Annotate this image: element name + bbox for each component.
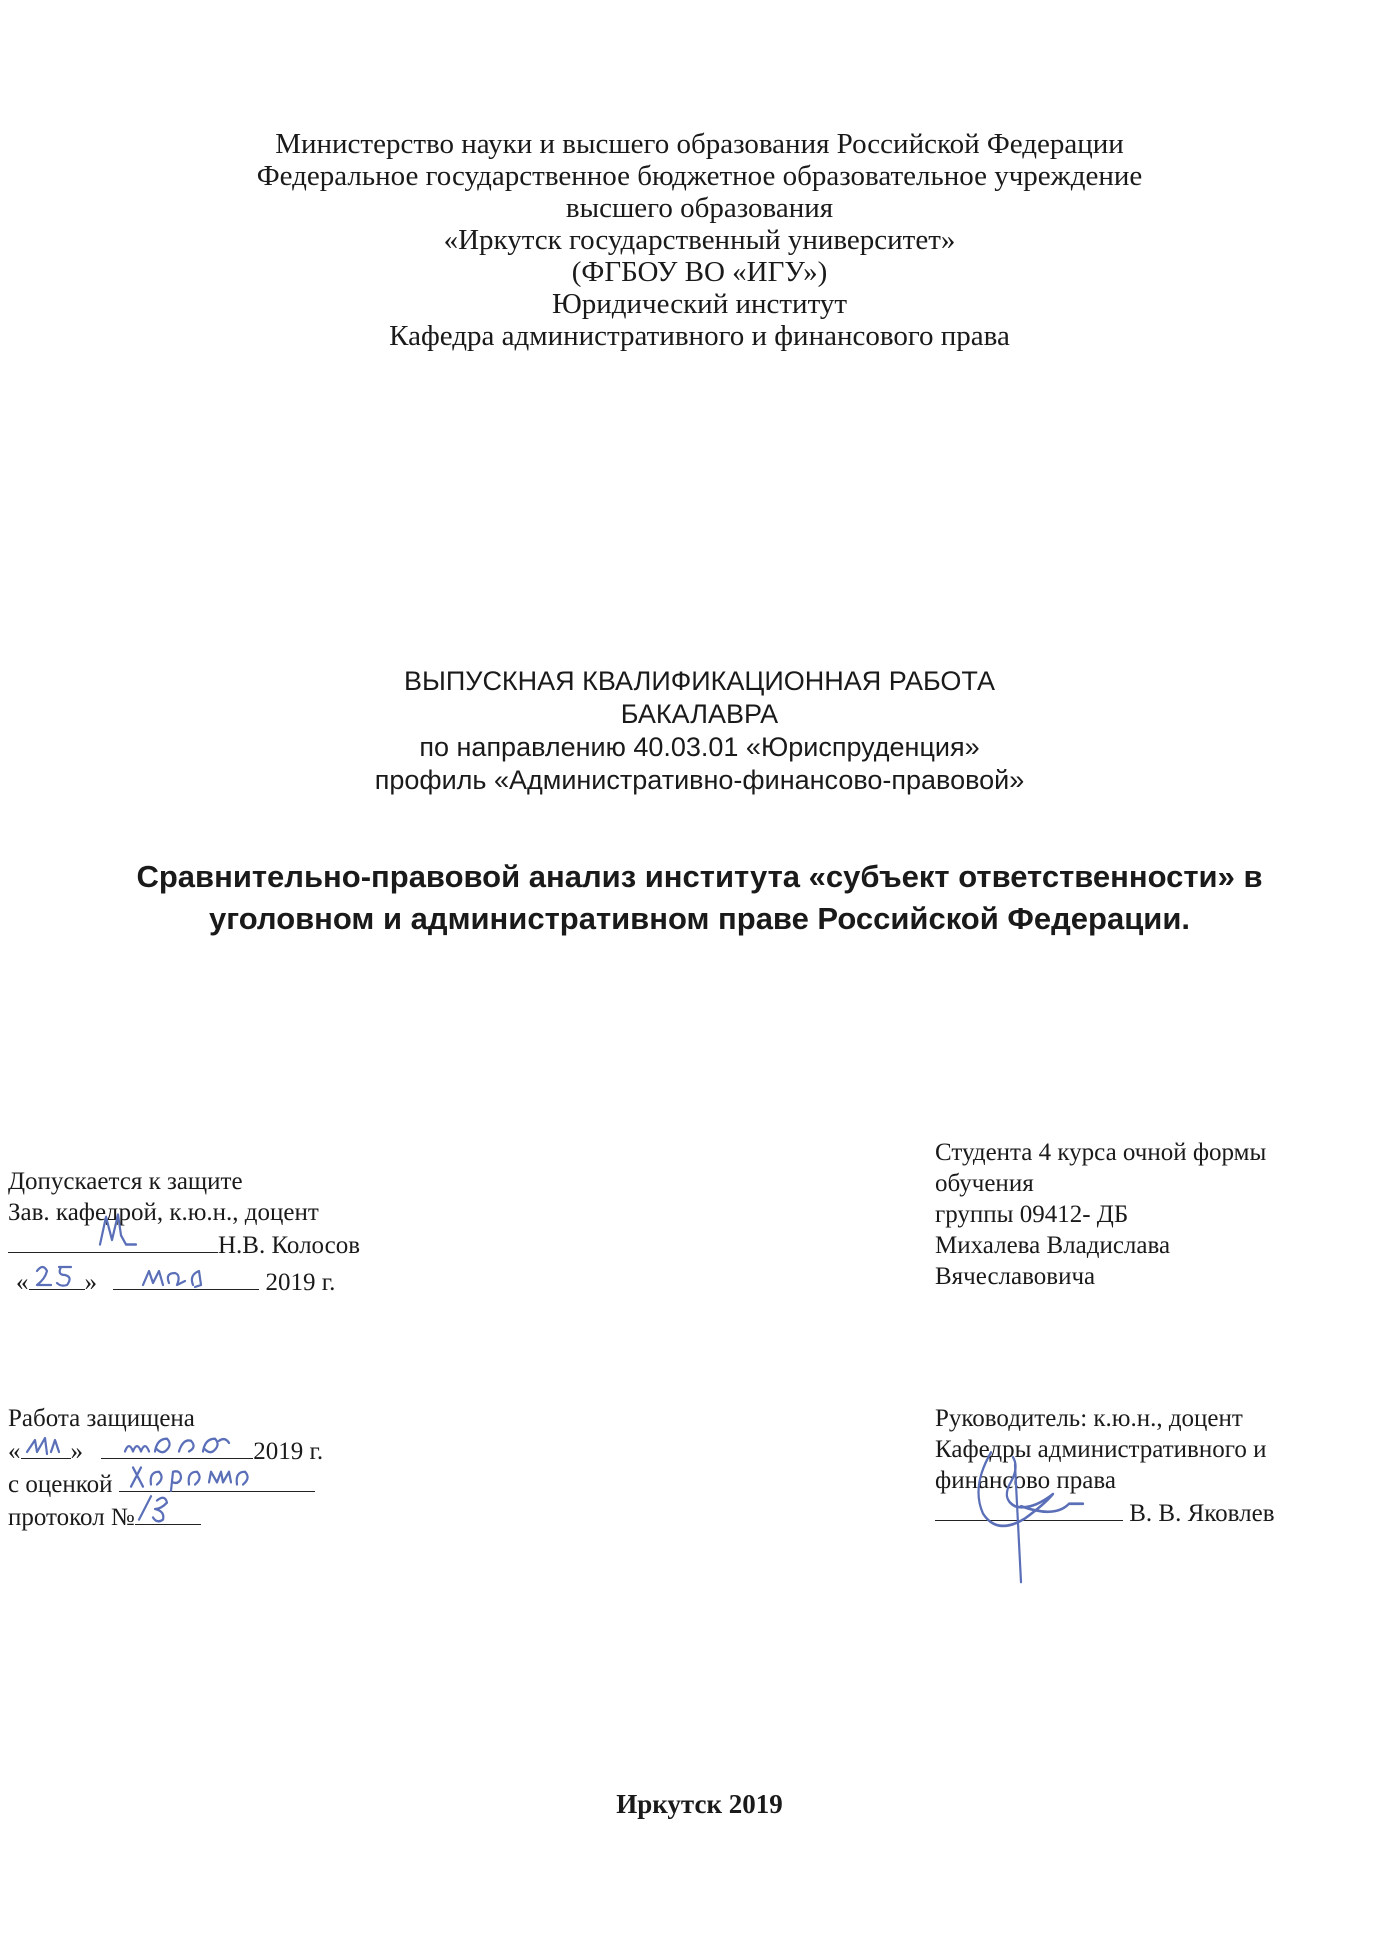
head-name: Н.В. Колосов: [218, 1232, 361, 1259]
supervisor-signature-row: [935, 1496, 1275, 1529]
admission-year: 2019 г.: [265, 1269, 336, 1296]
thesis-title: [0, 856, 1399, 940]
university-abbr-line: (ФГБОУ ВО «ИГУ»): [571, 256, 828, 288]
defense-protocol-field: [135, 1500, 201, 1525]
admission-block: [8, 1166, 360, 1298]
admission-month-handwriting: [113, 1261, 259, 1291]
head-position: Зав. кафедрой, к.ю.н., доцент: [8, 1199, 319, 1226]
direction-line: по направлению 40.03.01 «Юриспруденция»: [419, 732, 980, 762]
title-line-1: Сравнительно-правовой анализ института «субъект ответственности» в: [136, 859, 1263, 894]
defense-protocol-row: [8, 1500, 323, 1533]
university-name-line: «Иркутск государственный университет»: [443, 224, 956, 256]
admission-quote-close: »: [84, 1269, 97, 1296]
defense-protocol-label: протокол №: [8, 1504, 135, 1531]
defense-grade-field: [119, 1467, 315, 1492]
admission-day-handwriting: [29, 1261, 85, 1291]
supervisor-signature-mark: [935, 1450, 1123, 1560]
defense-day-field: [21, 1434, 71, 1459]
admission-date-row: [8, 1265, 360, 1298]
head-signature-row: [8, 1228, 360, 1261]
degree-line: БАКАЛАВРА: [620, 699, 779, 729]
defense-block: [8, 1403, 323, 1533]
admission-day-field: [29, 1265, 85, 1290]
student-course-line: Студента 4 курса очной формы: [935, 1139, 1267, 1166]
work-type-line: ВЫПУСКНАЯ КВАЛИФИКАЦИОННАЯ РАБОТА: [403, 666, 996, 696]
defense-quote-close: »: [70, 1438, 83, 1465]
education-level-line: высшего образования: [565, 192, 834, 224]
institute-line: Юридический институт: [551, 288, 848, 320]
admission-month-field: [113, 1265, 259, 1290]
supervisor-department-line: Кафедры административного и: [935, 1436, 1267, 1463]
defense-year: 2019 г.: [253, 1438, 324, 1465]
student-group-line: группы 09412- ДБ: [935, 1201, 1129, 1228]
head-signature-line: [8, 1228, 218, 1253]
defense-label: Работа защищена: [8, 1405, 195, 1432]
work-type-block: [0, 665, 1399, 797]
title-line-2: уголовном и административном праве Российской Федерации.: [209, 901, 1190, 936]
student-block: [935, 1137, 1266, 1292]
defense-month-field: [101, 1434, 253, 1459]
institution-type-line: Федеральное государственное бюджетное образовательное учреждение: [256, 160, 1143, 192]
defense-day-handwriting: [21, 1430, 71, 1460]
admission-quote-open: «: [16, 1269, 29, 1296]
defense-quote-open: «: [8, 1438, 21, 1465]
student-patronymic-line: Вячеславовича: [935, 1263, 1096, 1290]
head-signature-mark: [8, 1210, 218, 1256]
footer-block: [0, 1788, 1399, 1820]
student-surname-line: Михалева Владислава: [935, 1232, 1171, 1259]
defense-protocol-handwriting: [135, 1492, 201, 1526]
city-year: Иркутск 2019: [616, 1789, 783, 1819]
admission-label: Допускается к защите: [8, 1168, 243, 1195]
supervisor-block: [935, 1403, 1275, 1529]
supervisor-signature-line: [935, 1496, 1123, 1521]
student-form-line: обучения: [935, 1170, 1034, 1197]
department-line: Кафедра административного и финансового права: [389, 320, 1010, 352]
supervisor-name: В. В. Яковлев: [1129, 1500, 1275, 1527]
institution-header: [0, 128, 1399, 352]
defense-grade-handwriting: [119, 1459, 315, 1493]
defense-grade-label: с оценкой: [8, 1471, 113, 1498]
defense-month-handwriting: [101, 1428, 253, 1460]
ministry-line: Министерство науки и высшего образования Российской Федерации: [275, 128, 1124, 160]
profile-line: профиль «Административно-финансово-правовой»: [374, 765, 1025, 795]
supervisor-department-line-2: финансово права: [935, 1467, 1116, 1494]
supervisor-position: Руководитель: к.ю.н., доцент: [935, 1405, 1243, 1432]
